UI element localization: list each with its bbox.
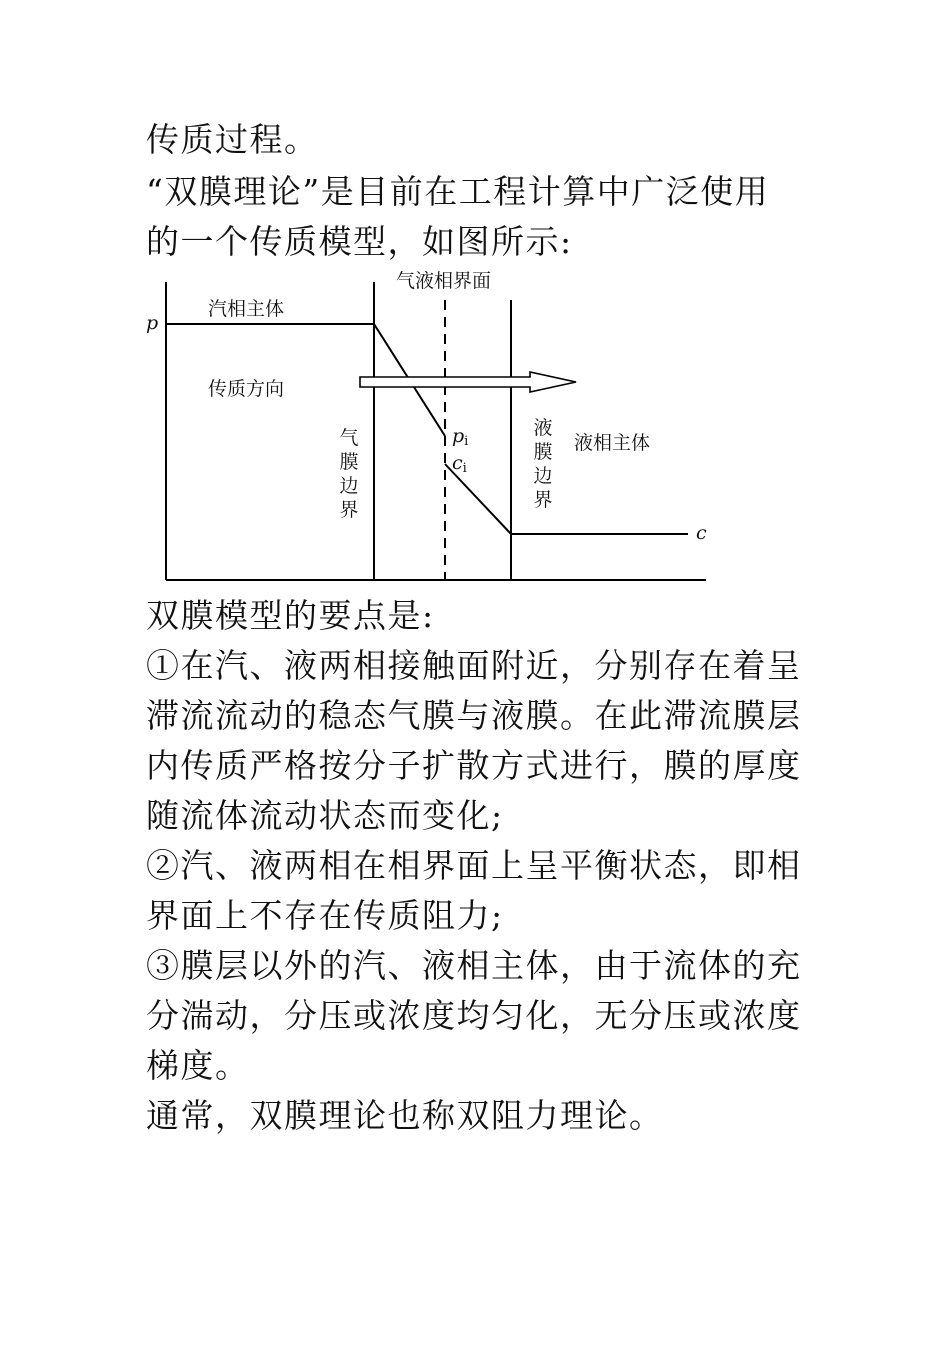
liquid-film-label: 液膜边界 (533, 417, 553, 511)
two-film-diagram (140, 262, 720, 592)
text-line: ③膜层以外的汽、液相主体，由于流体的充 (146, 946, 802, 985)
ci-subscript: i (462, 461, 467, 476)
direction-arrow (360, 372, 576, 392)
text-line: ②汽、液两相在相界面上呈平衡状态，即相 (146, 846, 802, 885)
text-line: 随流体流动状态而变化; (146, 796, 504, 835)
p-axis-label: p (146, 312, 159, 334)
gas-bulk-label: 汽相主体 (208, 298, 285, 320)
direction-label: 传质方向 (208, 378, 285, 400)
text-line: 的一个传质模型，如图所示: (146, 222, 573, 261)
text-line: 滞流流动的稳态气膜与液膜。在此滞流膜层 (146, 696, 802, 735)
text-line: ①在汽、液两相接触面附近，分别存在着呈 (146, 646, 802, 685)
c-axis-label: c (696, 522, 707, 544)
text-line: 内传质严格按分子扩散方式进行，膜的厚度 (146, 746, 802, 785)
pi-symbol: p (452, 425, 465, 447)
text-line: 双膜模型的要点是: (146, 596, 435, 635)
text-line: 界面上不存在传质阻力; (146, 896, 504, 935)
pi-subscript: i (464, 434, 469, 449)
interface-label: 气液相界面 (396, 270, 492, 292)
ci-symbol: c (452, 452, 463, 474)
concentration-profile-line (445, 464, 688, 534)
text-line: 梯度。 (146, 1046, 250, 1085)
text-line: 传质过程。 (146, 120, 319, 159)
gas-film-label: 气膜边界 (339, 427, 359, 521)
text-line: 分湍动，分压或浓度均匀化，无分压或浓度 (146, 996, 802, 1035)
interface-concentration-label (452, 452, 467, 477)
liquid-bulk-label: 液相主体 (574, 432, 651, 454)
text-line: 通常，双膜理论也称双阻力理论。 (146, 1096, 664, 1135)
text-line: “双膜理论”是目前在工程计算中广泛使用 (146, 172, 770, 211)
interface-pressure-label (452, 425, 468, 450)
